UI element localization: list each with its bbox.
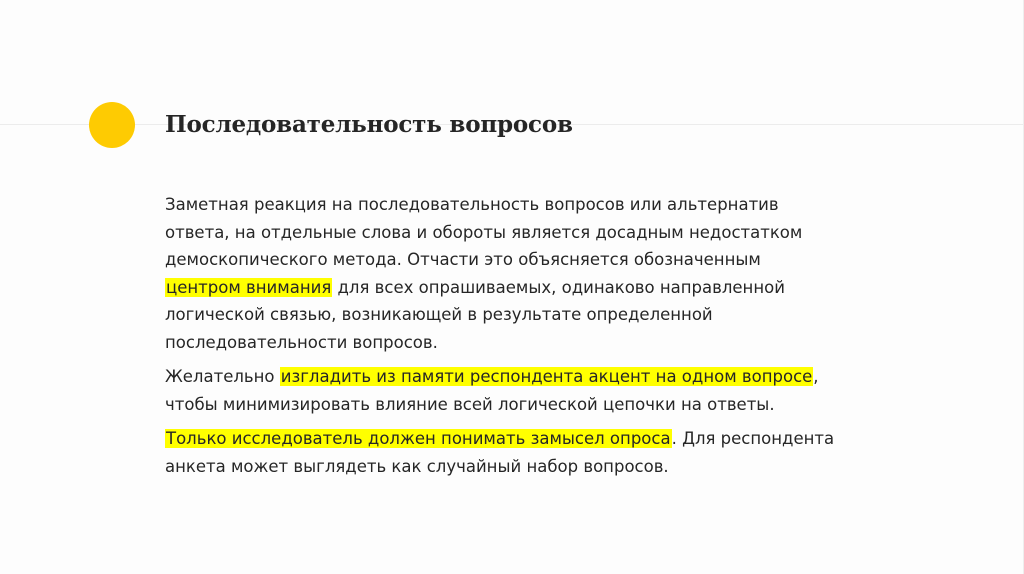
paragraph-1-line-5: логической связью, возникающей в результате определенной <box>165 305 713 324</box>
paragraph-2-line-1 <box>165 363 905 391</box>
paragraph-3-line-1-after: . Для респондента <box>671 429 835 448</box>
paragraph-2-line-1-after: , <box>813 367 819 386</box>
paragraph-1-line-3: демоскопического метода. Отчасти это объясняется обозначенным <box>165 250 761 269</box>
slide-title: Последовательность вопросов <box>165 111 573 138</box>
paragraph-1-line-2: ответа, на отдельные слова и обороты является досадным недостатком <box>165 222 803 242</box>
paragraph-1 <box>165 191 905 356</box>
highlight-researcher-intent: Только исследователь должен понимать замысел опроса <box>166 429 671 448</box>
paragraph-3-line-1 <box>165 425 905 453</box>
paragraph-2 <box>165 363 905 418</box>
paragraph-2-line-1-before: Желательно <box>165 367 280 386</box>
paragraph-3-line-2: анкета может выглядеть как случайный набор вопросов. <box>165 456 669 476</box>
paragraph-1-line-4-rest: для всех опрашиваемых, одинаково направленной <box>332 277 785 297</box>
paragraph-1-line-6: последовательности вопросов. <box>165 332 438 352</box>
paragraph-1-line-1: Заметная реакция на последовательность вопросов или альтернатив <box>165 195 779 214</box>
accent-circle-icon <box>89 102 135 148</box>
highlight-erase-accent: изгладить из памяти респондента акцент на одном вопросе <box>280 367 813 386</box>
slide-body <box>165 191 905 487</box>
highlight-focus-of-attention: центром внимания <box>166 277 332 297</box>
paragraph-2-line-2: чтобы минимизировать влияние всей логической цепочки на ответы. <box>165 394 775 414</box>
paragraph-3 <box>165 425 905 480</box>
paragraph-1-line-4 <box>165 274 905 302</box>
